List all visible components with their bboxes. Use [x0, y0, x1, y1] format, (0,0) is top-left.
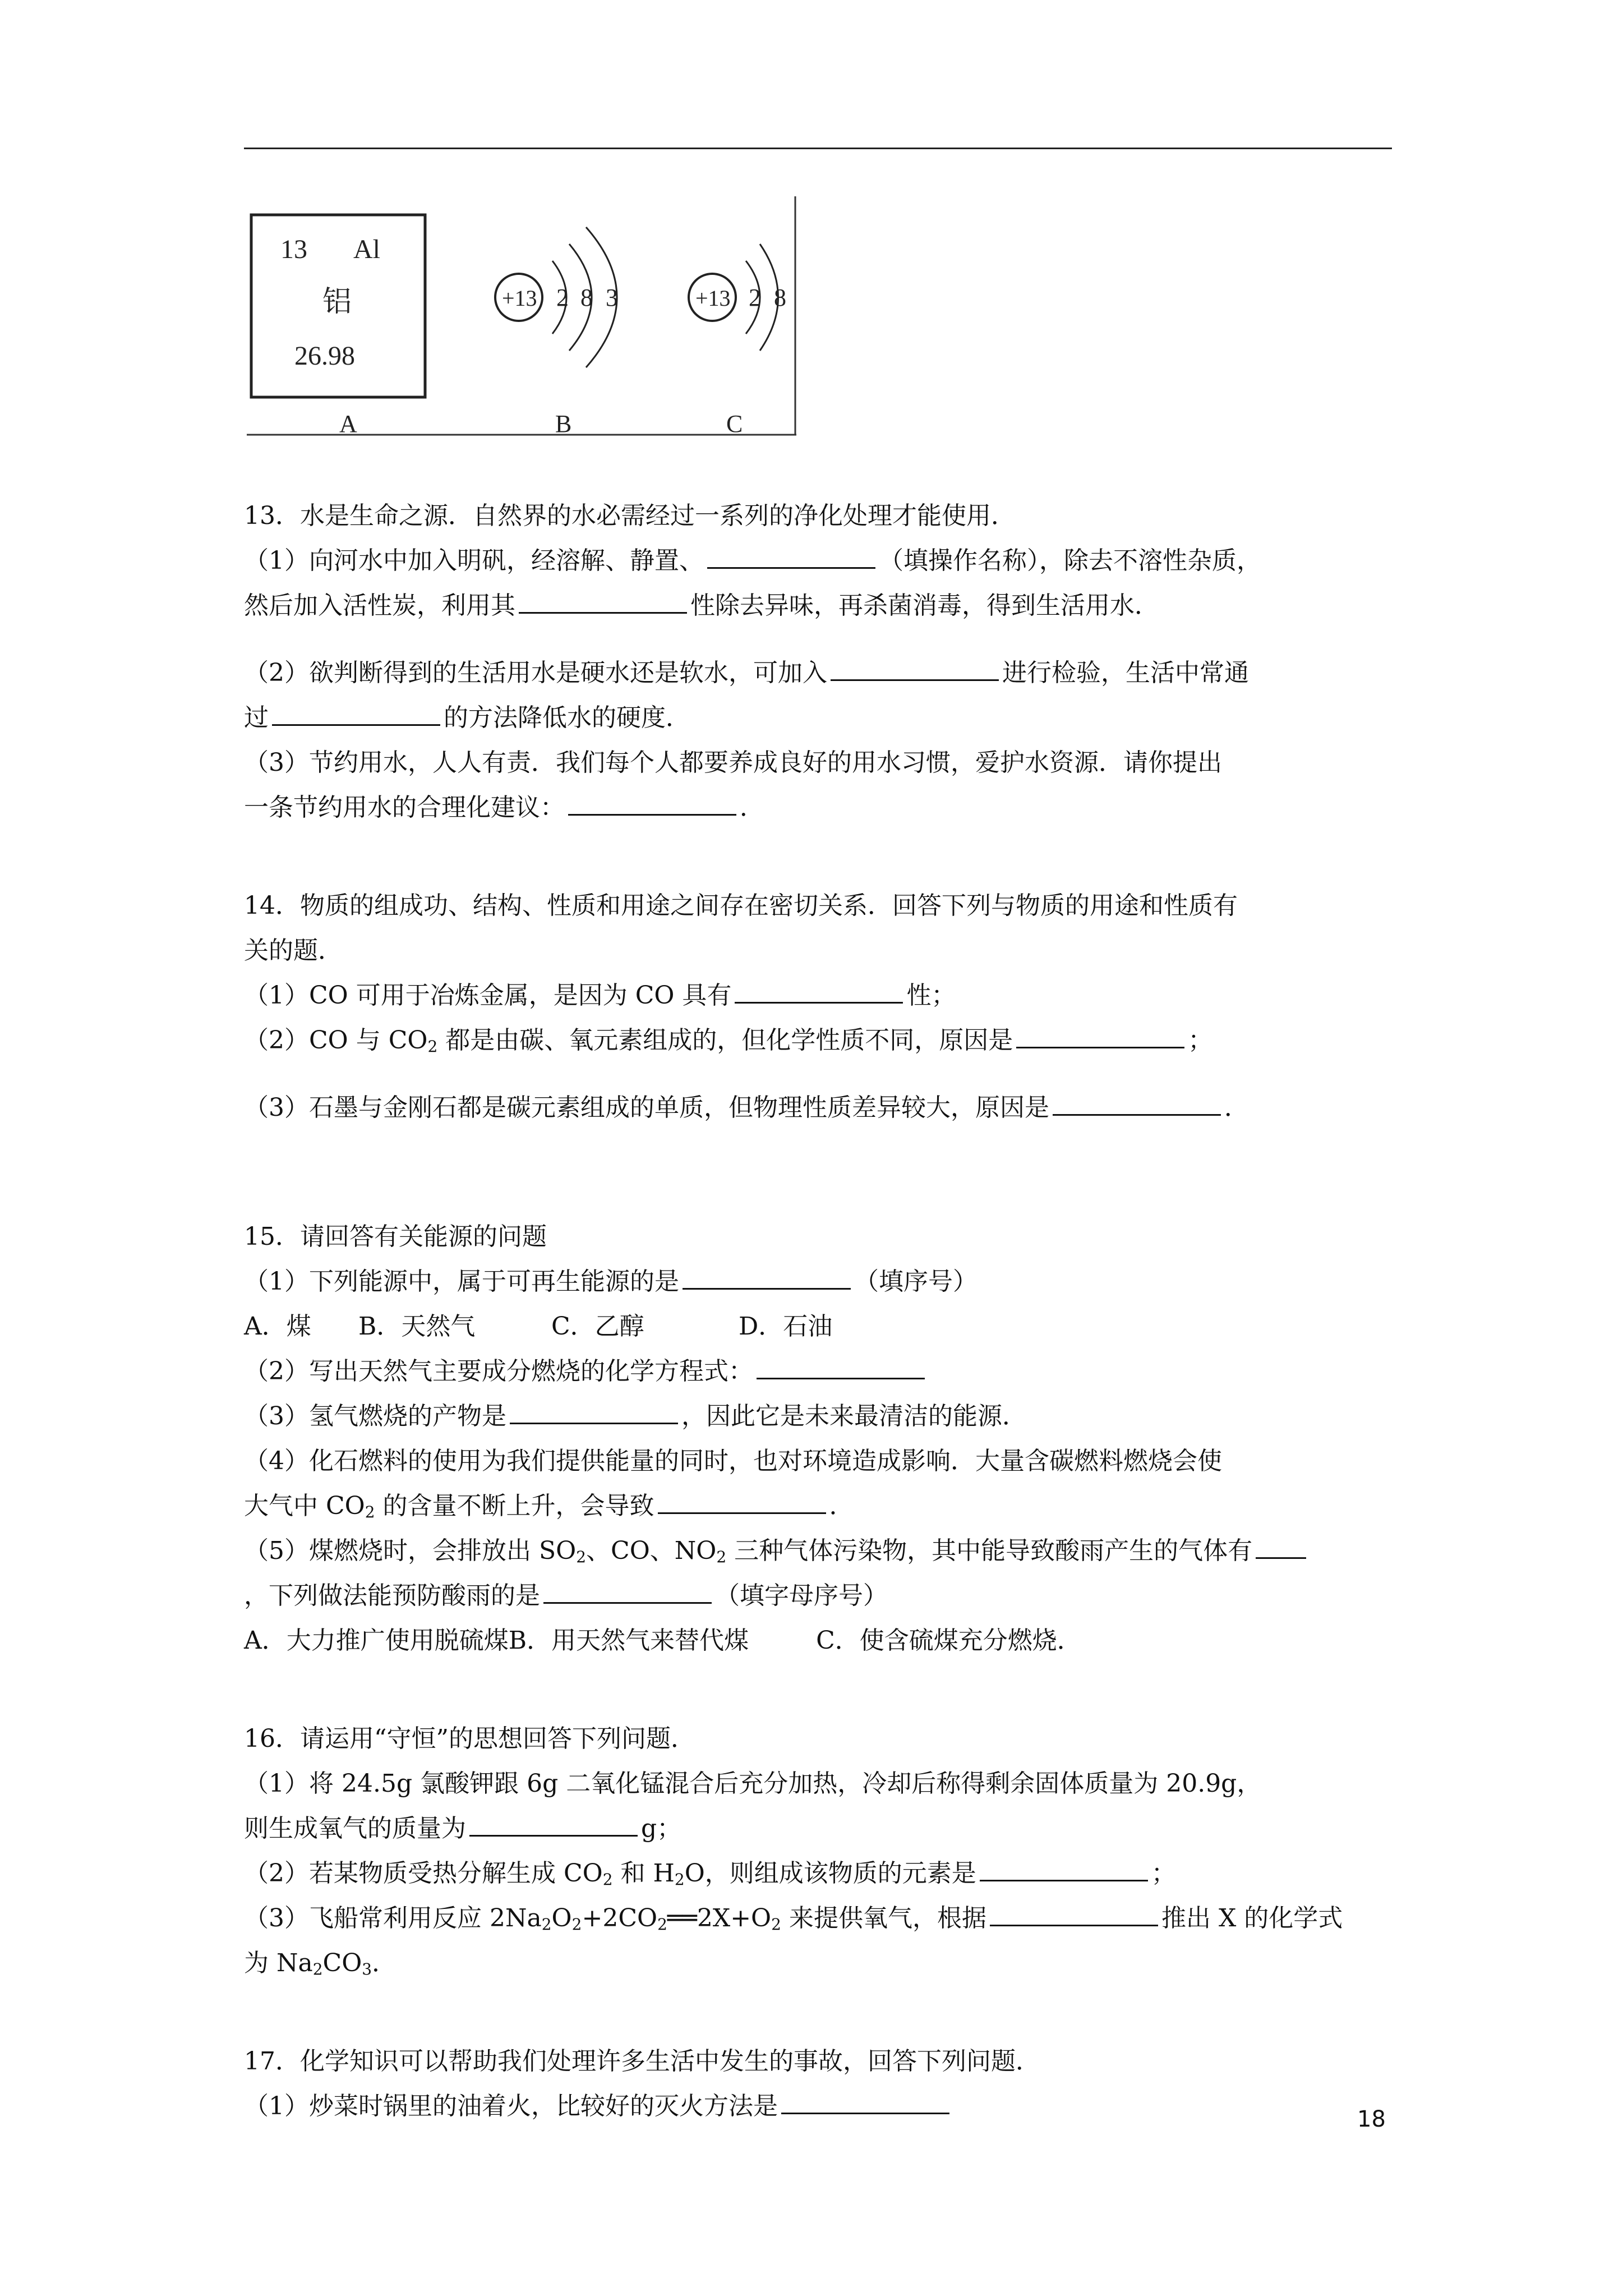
answer-blank[interactable] [1016, 1019, 1184, 1048]
q13-part3-line1: （3）节约用水，人人有责．我们每个人都要养成良好的用水习惯，爱护水资源．请你提出 [244, 748, 1222, 777]
q16-part3-line2: 为 $Na_2CO_3$． [244, 1949, 397, 1978]
answer-blank[interactable] [980, 1852, 1148, 1881]
answer-blank[interactable] [735, 974, 903, 1004]
q13-part1-line2: 然后加入活性炭，利用其 性除去异味，再杀菌消毒，得到生活用水． [244, 583, 1394, 628]
shell-b-count-3: 3 [606, 284, 618, 311]
q13-part1-line1: （1）向河水中加入明矾，经溶解、静置、 （填操作名称），除去不溶性杂质， [244, 539, 1394, 583]
answer-blank[interactable] [757, 1350, 925, 1379]
figure-label-c: C [726, 410, 743, 438]
atomic-mass: 26.98 [294, 341, 355, 371]
q14-stem-line1: 14．物质的组成功、结构、性质和用途之间存在密切关系．回答下列与物质的用途和性质有 [244, 891, 1238, 920]
q16-part3-line1: （3）飞船常利用反应 $2Na_2O_2+2CO_2══2X+O_2$ 来提供氧气，根据 推出 X 的化学式 [244, 1896, 1394, 1941]
aluminum-figure [241, 194, 802, 446]
q15-part5-line1: （5）煤燃烧时，会排放出 $SO_2$、CO、$NO_2$ 三种气体污染物，其中能导致酸雨产生的气体有 [244, 1529, 1394, 1573]
header-rule [244, 148, 1392, 149]
q15-part5-options: A．大力推广使用脱硫煤B．用天然气来替代煤 C．使含硫煤充分燃烧． [244, 1626, 1082, 1655]
answer-blank[interactable] [990, 1897, 1158, 1926]
q13-stem: 13．水是生命之源．自然界的水必需经过一系列的净化处理才能使用． [244, 501, 1016, 530]
q16-part1-line1: （1）将 24.5g 氯酸钾跟 6g 二氧化锰混合后充分加热，冷却后称得剩余固体质量为 20.9g， [244, 1769, 1262, 1798]
atomic-number: 13 [280, 234, 307, 264]
q13-part2-line1: （2）欲判断得到的生活用水是硬水还是软水，可加入 进行检验，生活中常通 [244, 651, 1394, 696]
q17-stem: 17．化学知识可以帮助我们处理许多生活中发生的事故，回答下列问题． [244, 2047, 1040, 2076]
answer-blank[interactable] [831, 651, 999, 681]
shell-b-count-1: 2 [556, 284, 569, 311]
q17-part1: （1）炒菜时锅里的油着火，比较好的灭火方法是 [244, 2084, 1394, 2129]
answer-blank[interactable] [272, 696, 440, 726]
q15-part5-line2: ，下列做法能预防酸雨的是 （填字母序号） [244, 1573, 1394, 1618]
q14-part2: （2）CO 与 $CO_2$ 都是由碳、氧元素组成的，但化学性质不同，原因是 ； [244, 1018, 1394, 1063]
answer-blank[interactable] [707, 539, 875, 569]
q15-part3: （3）氢气燃烧的产物是 ，因此它是未来最清洁的能源． [244, 1394, 1394, 1439]
figure-label-a: A [339, 410, 357, 438]
answer-blank[interactable] [1256, 1529, 1306, 1559]
q15-stem: 15．请回答有关能源的问题 [244, 1222, 547, 1251]
answer-blank[interactable] [519, 584, 687, 614]
q16-stem: 16．请运用“守恒”的思想回答下列问题． [244, 1724, 695, 1753]
answer-blank[interactable] [683, 1260, 851, 1290]
q15-part2: （2）写出天然气主要成分燃烧的化学方程式： [244, 1349, 1394, 1394]
question-content [244, 494, 1394, 2129]
q14-part1: （1）CO 可用于冶炼金属，是因为 CO 具有 性； [244, 973, 1394, 1018]
q15-part1-options: A．煤 B．天然气 C．乙醇 D．石油 [244, 1312, 833, 1341]
q14-part3: （3）石墨与金刚石都是碳元素组成的单质，但物理性质差异较大，原因是 ． [244, 1085, 1394, 1130]
q13-part3-line2: 一条节约用水的合理化建议： ． [244, 785, 1394, 830]
shell-c-count-1: 2 [749, 284, 761, 311]
figure-label-b: B [555, 410, 572, 438]
shell-b-count-2: 8 [580, 284, 593, 311]
answer-blank[interactable] [781, 2085, 949, 2114]
q13-part2-line2: 过 的方法降低水的硬度． [244, 696, 1394, 740]
answer-blank[interactable] [568, 786, 736, 816]
q16-part2: （2）若某物质受热分解生成 $CO_2$ 和 $H_2O$，则组成该物质的元素是 ； [244, 1851, 1394, 1896]
q14-stem-line2: 关的题． [244, 936, 343, 965]
q16-part1-line2: 则生成氧气的质量为 g； [244, 1806, 1394, 1851]
shell-c-count-2: 8 [774, 284, 786, 311]
element-name: 铝 [322, 285, 352, 319]
answer-blank[interactable] [1053, 1086, 1221, 1116]
nucleus-b-charge: +13 [502, 286, 537, 311]
page-number: 18 [1357, 2106, 1386, 2132]
answer-blank[interactable] [543, 1574, 712, 1604]
answer-blank[interactable] [510, 1395, 678, 1424]
q15-part1: （1）下列能源中，属于可再生能源的是 （填序号） [244, 1259, 1394, 1304]
element-symbol: Al [353, 234, 380, 264]
q15-part4-line2: 大气中 $CO_2$ 的含量不断上升，会导致 ． [244, 1484, 1394, 1529]
nucleus-c-charge: +13 [695, 286, 731, 311]
answer-blank[interactable] [658, 1484, 826, 1514]
answer-blank[interactable] [469, 1807, 638, 1837]
q15-part4-line1: （4）化石燃料的使用为我们提供能量的同时，也对环境造成影响．大量含碳燃料燃烧会使 [244, 1447, 1222, 1475]
